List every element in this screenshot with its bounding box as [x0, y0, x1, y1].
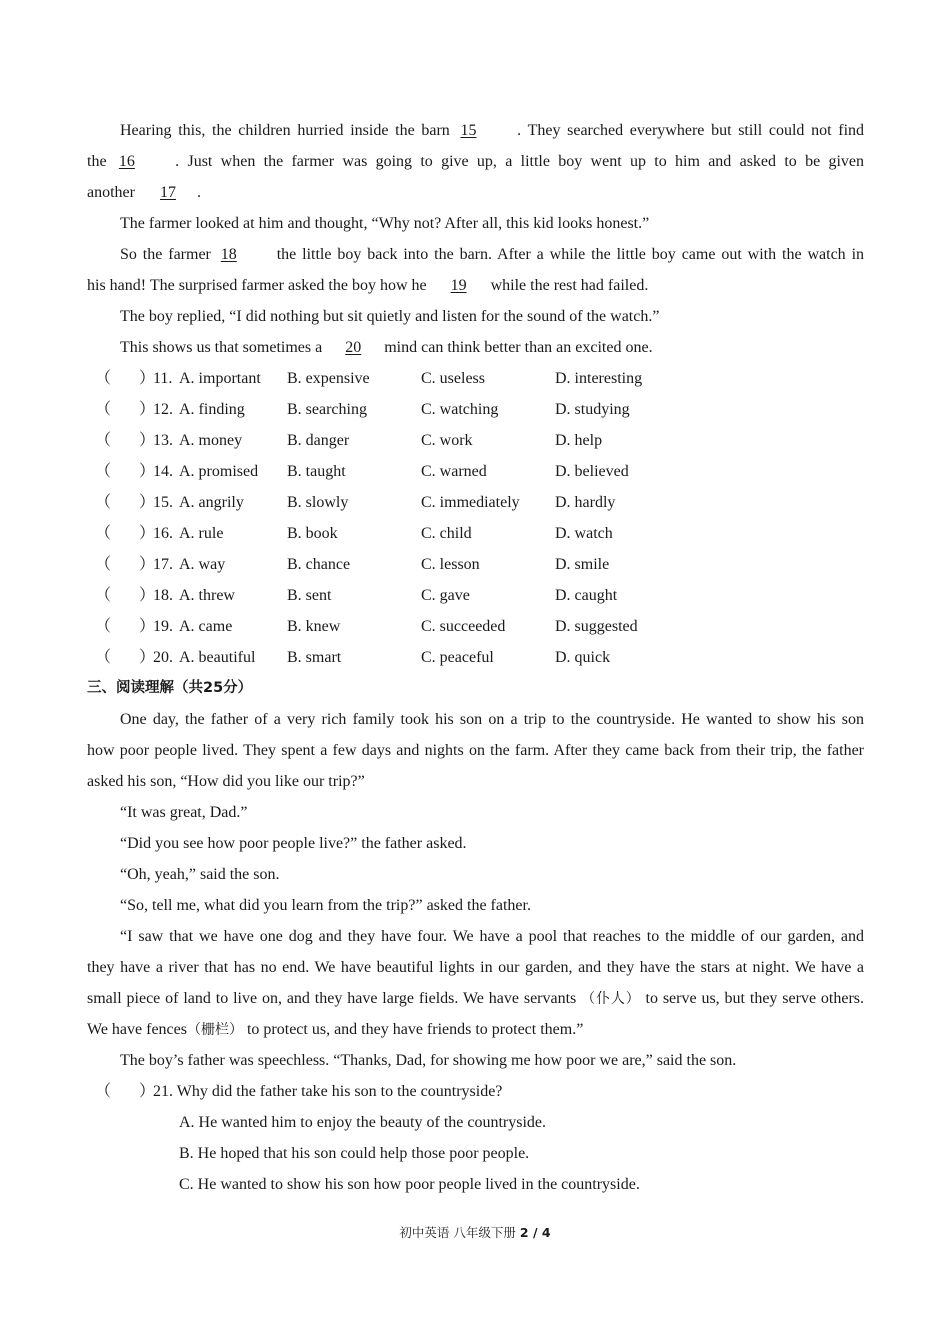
cloze-question-list — [87, 363, 864, 673]
question-21-option-a: A. He wanted him to enjoy the beauty of the countryside. — [179, 1114, 547, 1131]
option-b: B. smart — [287, 649, 342, 666]
option-b: B. knew — [287, 618, 341, 635]
page-footer — [0, 1222, 950, 1244]
chinese-gloss: （仆人） — [581, 991, 641, 1007]
option-a: A. angrily — [179, 494, 244, 511]
cloze-question-20 — [87, 642, 864, 673]
reading-line: We have fences（栅栏） to protect us, and they have friends to protect them.” — [87, 1021, 584, 1038]
cloze-paragraph-5: This shows us that sometimes a 20 mind can think better than an excited one. — [87, 332, 864, 363]
question-number: 13. — [153, 432, 173, 449]
option-b: B. chance — [287, 556, 351, 573]
cloze-paragraph-1-line-3: another 17 . — [87, 177, 864, 208]
cloze-question-14 — [87, 456, 864, 487]
reading-line: they have a river that has no end. We have beautiful lights in our garden, and they have the stars at night. We have a — [87, 959, 864, 976]
question-text: 21. Why did the father take his son to the countryside? — [153, 1083, 503, 1100]
option-c: C. work — [421, 432, 473, 449]
option-c: C. warned — [421, 463, 487, 480]
question-number: 15. — [153, 494, 173, 511]
option-c: C. child — [421, 525, 472, 542]
option-a: A. way — [179, 556, 226, 573]
option-d: D. suggested — [555, 618, 638, 635]
reading-line: asked his son, “How did you like our trip?” — [87, 773, 365, 790]
blank-19: 19 — [450, 277, 467, 294]
question-21-option-b: B. He hoped that his son could help those poor people. — [179, 1145, 530, 1162]
option-a: A. money — [179, 432, 243, 449]
question-number: 12. — [153, 401, 173, 418]
reading-line: how poor people lived. They spent a few days and nights on the farm. After they came back from their trip, the father — [87, 742, 864, 759]
answer-bracket-open: （ — [95, 432, 112, 449]
footer-label: 初中英语 八年级下册 — [399, 1225, 516, 1240]
reading-line: “Oh, yeah,” said the son. — [120, 866, 280, 883]
answer-bracket-open: （ — [95, 1083, 112, 1100]
cloze-paragraph-3-line-2: his hand! The surprised farmer asked the boy how he 19 while the rest had failed. — [87, 270, 864, 301]
answer-bracket-close: ） — [139, 1083, 156, 1100]
question-21-option-c: C. He wanted to show his son how poor people lived in the countryside. — [179, 1176, 640, 1193]
document-page — [87, 115, 864, 1200]
option-c: C. succeeded — [421, 618, 506, 635]
question-number: 20. — [153, 649, 173, 666]
option-c: C. gave — [421, 587, 470, 604]
answer-bracket-open: （ — [95, 587, 112, 604]
answer-bracket-close: ） — [139, 556, 156, 573]
cloze-question-16 — [87, 518, 864, 549]
cloze-paragraph-1-line-2: the 16 . Just when the farmer was going to give up, a little boy went up to him and asked to be given — [87, 146, 864, 177]
cloze-question-15 — [87, 487, 864, 518]
answer-bracket-close: ） — [139, 618, 156, 635]
answer-bracket-close: ） — [139, 463, 156, 480]
cloze-question-19 — [87, 611, 864, 642]
answer-bracket-close: ） — [139, 525, 156, 542]
blank-16: 16 — [118, 153, 135, 170]
reading-line: The boy’s father was speechless. “Thanks, Dad, for showing me how poor we are,” said the son. — [120, 1052, 737, 1069]
blank-18: 18 — [220, 246, 237, 263]
blank-15: 15 — [460, 122, 477, 139]
page-number: 2 / 4 — [519, 1225, 551, 1240]
cloze-question-11 — [87, 363, 864, 394]
answer-bracket-close: ） — [139, 432, 156, 449]
option-b: B. book — [287, 525, 338, 542]
answer-bracket-open: （ — [95, 556, 112, 573]
option-a: A. beautiful — [179, 649, 256, 666]
option-a: A. came — [179, 618, 233, 635]
question-number: 14. — [153, 463, 173, 480]
option-b: B. taught — [287, 463, 346, 480]
reading-line: small piece of land to live on, and they have large fields. We have servants （仆人） to serve us, but they serve others. — [87, 990, 865, 1007]
option-b: B. slowly — [287, 494, 349, 511]
answer-bracket-close: ） — [139, 587, 156, 604]
reading-line: One day, the father of a very rich family took his son on a trip to the countryside. He wanted to show his son — [120, 711, 864, 728]
answer-bracket-open: （ — [95, 618, 112, 635]
answer-bracket-close: ） — [139, 649, 156, 666]
option-a: A. finding — [179, 401, 245, 418]
cloze-paragraph-4: The boy replied, “I did nothing but sit quietly and listen for the sound of the watch.” — [120, 308, 660, 325]
option-d: D. caught — [555, 587, 618, 604]
answer-bracket-open: （ — [95, 401, 112, 418]
option-a: A. threw — [179, 587, 235, 604]
question-number: 17. — [153, 556, 173, 573]
reading-line: “Did you see how poor people live?” the father asked. — [120, 835, 467, 852]
option-a: A. important — [179, 370, 261, 387]
answer-bracket-close: ） — [139, 370, 156, 387]
reading-line: “I saw that we have one dog and they have four. We have a pool that reaches to the middle of our garden, and — [120, 928, 864, 945]
question-number: 18. — [153, 587, 173, 604]
option-b: B. sent — [287, 587, 332, 604]
answer-bracket-open: （ — [95, 494, 112, 511]
reading-line: “So, tell me, what did you learn from the trip?” asked the father. — [120, 897, 531, 914]
blank-20: 20 — [345, 339, 362, 356]
cloze-question-12 — [87, 394, 864, 425]
question-21 — [87, 1076, 864, 1107]
question-number: 11. — [153, 370, 173, 387]
answer-bracket-open: （ — [95, 370, 112, 387]
option-d: D. studying — [555, 401, 630, 418]
section-title: 三、阅读理解（共25分） — [87, 680, 253, 696]
cloze-paragraph-3-line-1: So the farmer 18 the little boy back into the barn. After a while the little boy came out with the watch in — [87, 239, 864, 270]
option-d: D. smile — [555, 556, 610, 573]
cloze-paragraph-1-line-1: Hearing this, the children hurried inside the barn 15 . They searched everywhere but still could not find — [87, 115, 864, 146]
option-d: D. help — [555, 432, 603, 449]
question-number: 19. — [153, 618, 173, 635]
cloze-question-17 — [87, 549, 864, 580]
reading-passage — [87, 704, 864, 1076]
answer-bracket-close: ） — [139, 494, 156, 511]
answer-bracket-close: ） — [139, 401, 156, 418]
reading-line: “It was great, Dad.” — [120, 804, 248, 821]
option-b: B. danger — [287, 432, 350, 449]
cloze-paragraph-2: The farmer looked at him and thought, “Why not? After all, this kid looks honest.” — [120, 215, 650, 232]
option-b: B. searching — [287, 401, 367, 418]
answer-bracket-open: （ — [95, 525, 112, 542]
option-d: D. watch — [555, 525, 613, 542]
blank-17: 17 — [159, 184, 176, 201]
option-d: D. hardly — [555, 494, 616, 511]
option-c: C. peaceful — [421, 649, 494, 666]
option-a: A. promised — [179, 463, 259, 480]
option-a: A. rule — [179, 525, 224, 542]
chinese-gloss: （栅栏） — [186, 1022, 243, 1038]
option-d: D. interesting — [555, 370, 643, 387]
option-c: C. lesson — [421, 556, 480, 573]
cloze-question-18 — [87, 580, 864, 611]
cloze-question-13 — [87, 425, 864, 456]
option-b: B. expensive — [287, 370, 370, 387]
option-c: C. useless — [421, 370, 485, 387]
answer-bracket-open: （ — [95, 649, 112, 666]
answer-bracket-open: （ — [95, 463, 112, 480]
option-c: C. immediately — [421, 494, 520, 511]
option-d: D. believed — [555, 463, 629, 480]
option-c: C. watching — [421, 401, 499, 418]
option-d: D. quick — [555, 649, 611, 666]
question-number: 16. — [153, 525, 173, 542]
